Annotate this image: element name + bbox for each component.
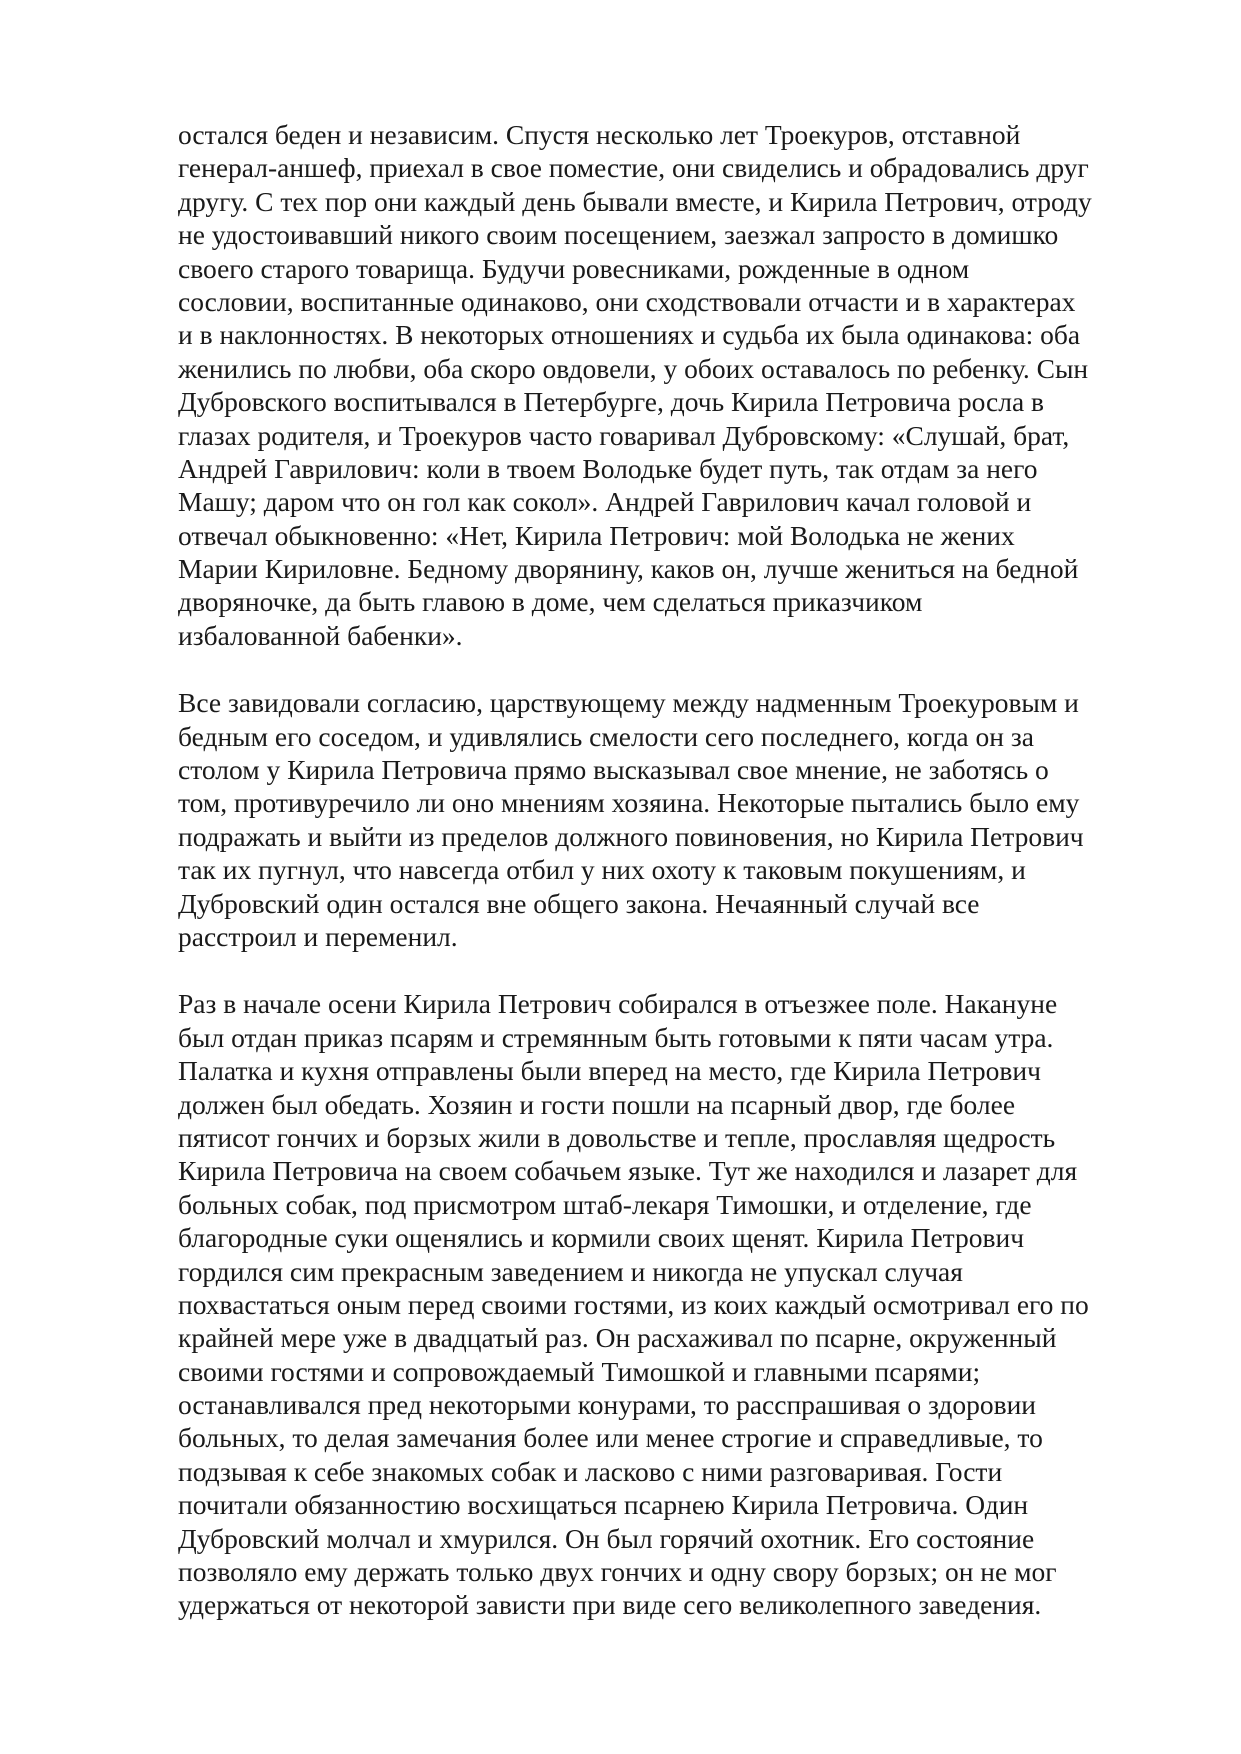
text-line: глазах родителя, и Троекуров часто говаривал Дубровскому: «Слушай, брат,	[178, 419, 1070, 451]
text-line: другу. С тех пор они каждый день бывали вместе, и Кирила Петрович, отроду	[178, 185, 1092, 217]
text-line: пятисот гончих и борзых жили в довольстве и тепле, прославляя щедрость	[178, 1121, 1056, 1153]
text-line: генерал-аншеф, приехал в свое поместие, они свиделись и обрадовались друг	[178, 152, 1089, 184]
text-line: и в наклонностях. В некоторых отношениях и судьба их была одинакова: оба	[178, 319, 1081, 351]
text-line: Все завидовали согласию, царствующему между надменным Троекуровым и	[178, 687, 1079, 719]
text-line: подзывая к себе знакомых собак и ласково с ними разговаривая. Гости	[178, 1455, 1003, 1487]
text-line: так их пугнул, что навсегда отбил у них охоту к таковым покушениям, и	[178, 854, 1026, 886]
text-line: дворяночке, да быть главою в доме, чем сделаться приказчиком	[178, 586, 923, 618]
text-line: Кирила Петровича на своем собачьем языке. Тут же находился и лазарет для	[178, 1155, 1078, 1187]
text-line: Раз в начале осени Кирила Петрович собирался в отъезжее поле. Накануне	[178, 988, 1058, 1020]
text-line: своего старого товарища. Будучи ровесниками, рожденные в одном	[178, 252, 970, 284]
text-line: подражать и выйти из пределов должного повиновения, но Кирила Петрович	[178, 820, 1084, 852]
text-line: Дубровский один остался вне общего закона. Нечаянный случай все	[178, 887, 980, 919]
text-line: избалованной бабенки».	[178, 619, 463, 651]
text-line: не удостоивавший никого своим посещением, заезжал запросто в домишко	[178, 219, 1059, 251]
text-line: больных, то делая замечания более или менее строгие и справедливые, то	[178, 1422, 1043, 1454]
text-line: остался беден и независим. Спустя несколько лет Троекуров, отставной	[178, 119, 1021, 150]
text-line: Палатка и кухня отправлены были вперед на место, где Кирила Петрович	[178, 1055, 1041, 1087]
text-line: гордился сим прекрасным заведением и никогда не упускал случая	[178, 1255, 963, 1287]
text-line: своими гостями и сопровождаемый Тимошкой и главными псарями;	[178, 1355, 981, 1387]
text-line: останавливался пред некоторыми конурами, то расспрашивая о здоровии	[178, 1389, 1037, 1421]
text-line: Дубровский молчал и хмурился. Он был горячий охотник. Его состояние	[178, 1522, 1035, 1554]
text-line: должен был обедать. Хозяин и гости пошли на псарный двор, где более	[178, 1088, 1016, 1120]
text-line: удержаться от некоторой зависти при виде сего великолепного заведения.	[178, 1589, 1042, 1621]
text-line: был отдан приказ псарям и стремянным быть готовыми к пяти часам утра.	[178, 1021, 1054, 1053]
text-line: том, противуречило ли оно мнениям хозяина. Некоторые пытались было ему	[178, 787, 1080, 819]
text-line: похвастаться оным перед своими гостями, из коих каждый осмотривал его по	[178, 1288, 1089, 1320]
text-line: больных собак, под присмотром штаб-лекаря Тимошки, и отделение, где	[178, 1188, 1032, 1220]
text-line: женились по любви, оба скоро овдовели, у обоих оставалось по ребенку. Сын	[178, 352, 1089, 384]
text-line: отвечал обыкновенно: «Нет, Кирила Петрович: мой Володька не жених	[178, 519, 1015, 551]
text-line: Машу; даром что он гол как сокол». Андрей Гаврилович качал головой и	[178, 486, 1032, 518]
text-line: столом у Кирила Петровича прямо высказывал свое мнение, не заботясь о	[178, 754, 1049, 786]
text-line: крайней мере уже в двадцатый раз. Он расхаживал по псарне, окруженный	[178, 1322, 1057, 1354]
paragraph-2	[178, 686, 1158, 953]
text-line: почитали обязанностию восхищаться псарнею Кирила Петровича. Один	[178, 1489, 1029, 1521]
text-line: Андрей Гаврилович: коли в твоем Володьке будет путь, так отдам за него	[178, 452, 1038, 484]
text-line: сословии, воспитанные одинаково, они сходствовали отчасти и в характерах	[178, 285, 1076, 317]
text-line: бедным его соседом, и удивлялись смелости сего последнего, когда он за	[178, 720, 1034, 752]
paragraph-1	[178, 118, 1158, 652]
paragraph-3	[178, 987, 1158, 1621]
text-line: Марии Кириловне. Бедному дворянину, каков он, лучше жениться на бедной	[178, 553, 1079, 585]
body-text	[178, 118, 1158, 1656]
text-line: Дубровского воспитывался в Петербурге, дочь Кирила Петровича росла в	[178, 386, 1045, 418]
text-line: позволяло ему держать только двух гончих и одну свору борзых; он не мог	[178, 1556, 1057, 1588]
text-line: расстроил и переменил.	[178, 920, 458, 952]
text-line: благородные суки ощенялись и кормили своих щенят. Кирила Петрович	[178, 1222, 1025, 1254]
